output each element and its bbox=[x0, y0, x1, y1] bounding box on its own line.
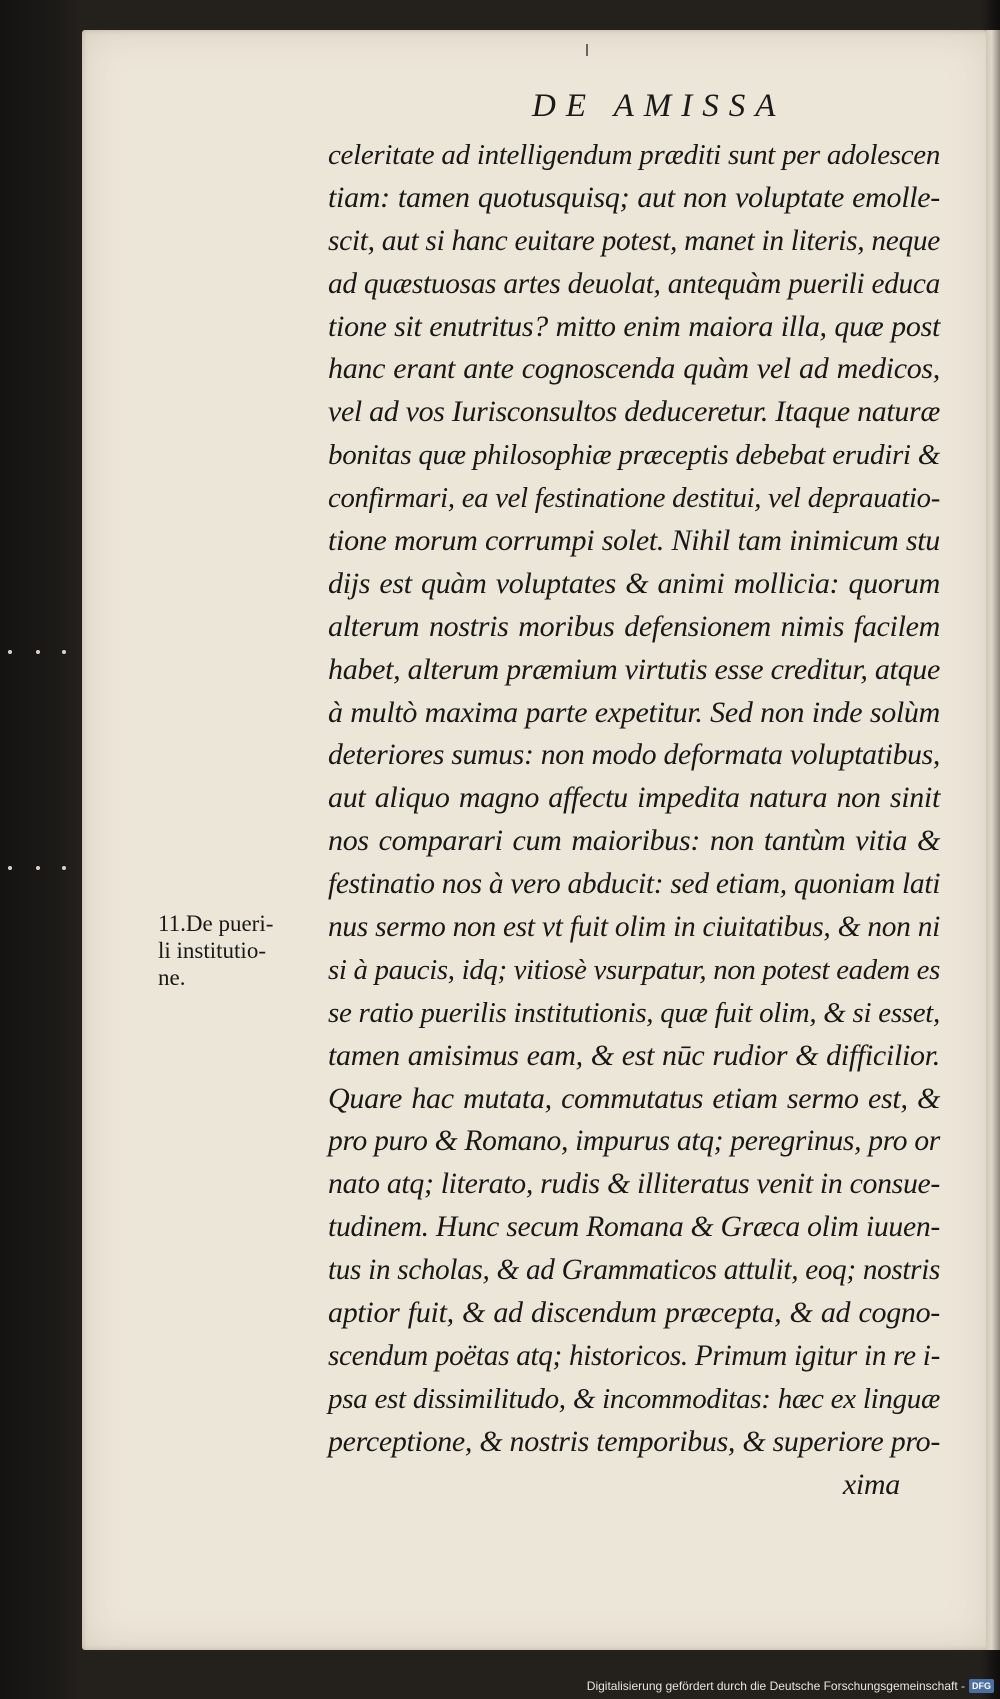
running-head: DE AMISSA bbox=[532, 88, 786, 124]
dfg-logo-icon: DFG bbox=[969, 1679, 994, 1693]
text-line: scendum poëtas atq; historicos. Primum igitur in re i- bbox=[328, 1339, 940, 1372]
text-line: ad quæstuosas artes deuolat, antequàm puerili educa bbox=[328, 267, 940, 300]
scan-dot bbox=[36, 866, 40, 870]
text-line: aptior fuit, & ad discendum præcepta, & ad cogno- bbox=[328, 1296, 940, 1330]
digitization-credit bbox=[587, 1679, 994, 1693]
scan-dot bbox=[8, 650, 12, 654]
text-line: nus sermo non est vt fuit olim in ciuitatibus, & non ni bbox=[328, 911, 940, 944]
text-line: scit, aut si hanc euitare potest, manet in literis, neque bbox=[328, 224, 940, 257]
text-line: confirmari, ea vel festinatione destitui, vel deprauatio- bbox=[328, 482, 940, 515]
page-edge bbox=[986, 30, 1000, 1650]
text-line: alterum nostris moribus defensionem nimis facilem bbox=[328, 609, 940, 643]
marginal-note-line: ne. bbox=[158, 965, 186, 990]
scan-dot bbox=[8, 866, 12, 870]
text-line: aut aliquo magno affectu impedita natura non sinit bbox=[328, 781, 940, 815]
text-line: Quare hac mutata, commutatus etiam sermo est, & bbox=[328, 1081, 940, 1115]
text-line: nato atq; literato, rudis & illiteratus venit in consue- bbox=[328, 1167, 941, 1201]
text-line: bonitas quæ philosophiæ præceptis debebat erudiri & bbox=[328, 439, 940, 472]
marginal-note-line: li institutio- bbox=[158, 938, 266, 963]
catchword: xima bbox=[842, 1467, 900, 1501]
text-line: psa est dissimilitudo, & incommoditas: hæc ex linguæ bbox=[328, 1382, 940, 1415]
body-text bbox=[328, 134, 940, 1507]
marginal-note-line: 11.De pueri- bbox=[158, 911, 274, 936]
text-line: festinatio nos à vero abducit: sed etiam, quoniam lati bbox=[328, 868, 941, 901]
marginal-note bbox=[158, 910, 318, 991]
text-line: celeritate ad intelligendum præditi sunt per adolescen bbox=[328, 139, 940, 171]
text-line: tamen amisimus eam, & est nūc rudior & difficilior. bbox=[328, 1038, 940, 1072]
scan-dot bbox=[62, 650, 66, 654]
scan-dot bbox=[36, 650, 40, 654]
text-line: nos comparari cum maioribus: non tantùm vitia & bbox=[328, 824, 940, 858]
text-line: tiam: tamen quotusquisq; aut non voluptate emolle- bbox=[328, 180, 940, 214]
text-line: tione morum corrumpi solet. Nihil tam inimicum stu bbox=[328, 524, 940, 558]
text-line: deteriores sumus: non modo deformata voluptatibus, bbox=[328, 739, 940, 772]
text-line: vel ad vos Iurisconsultos deduceretur. Itaque naturæ bbox=[328, 395, 940, 429]
text-line: tus in scholas, & ad Grammaticos attulit, eoq; nostris bbox=[328, 1254, 940, 1287]
text-line: se ratio puerilis institutionis, quæ fuit olim, & si esset, bbox=[328, 996, 940, 1029]
text-line: dijs est quàm voluptates & animi mollicia: quorum bbox=[328, 566, 940, 600]
footer-text: Digitalisierung gefördert durch die Deutsche Forschungsgemeinschaft - bbox=[586, 1679, 965, 1693]
text-line: tudinem. Hunc secum Romana & Græca olim iuuen- bbox=[328, 1211, 940, 1244]
scan-dot bbox=[62, 866, 66, 870]
text-line: habet, alterum præmium virtutis esse creditur, atque bbox=[328, 652, 940, 686]
text-line: si à paucis, idq; vitiosè vsurpatur, non potest eadem es bbox=[328, 953, 940, 986]
page-mark bbox=[586, 44, 588, 56]
text-line: tione sit enutritus? mitto enim maiora illa, quæ post bbox=[328, 309, 940, 343]
text-line: à multò maxima parte expetitur. Sed non inde solùm bbox=[328, 695, 940, 729]
text-line: pro puro & Romano, impurus atq; peregrinus, pro or bbox=[328, 1125, 940, 1158]
text-line: perceptione, & nostris temporibus, & superiore pro- bbox=[328, 1424, 940, 1458]
text-line: hanc erant ante cognoscenda quàm vel ad medicos, bbox=[328, 352, 940, 386]
